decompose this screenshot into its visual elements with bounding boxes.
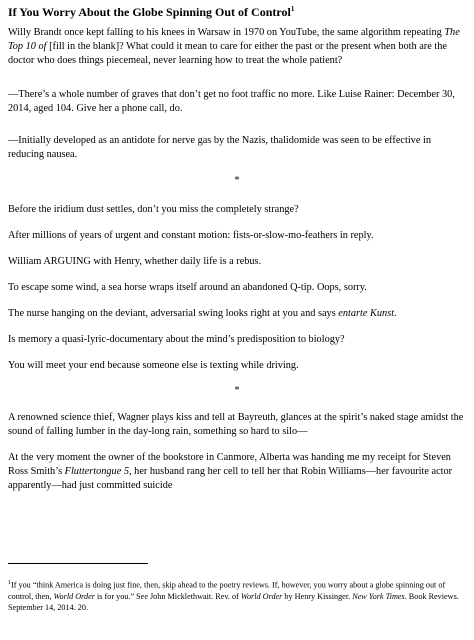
paragraph-2: —There’s a whole number of graves that don’t get no foot traffic no more. Like Luise Rainer: December 30, 2014, aged 104. Give her a phone call, do. [8,89,455,114]
paragraph-7: To escape some wind, a sea horse wraps itself around an abandoned Q-tip. Oops, sorry. [8,282,367,293]
paragraph-10: You will meet your end because someone else is texting while driving. [8,360,299,371]
footnote-marker: 1 [8,580,11,586]
paragraph-3: —Initially developed as an antidote for nerve gas by the Nazis, thalidomide was seen to be effective in reducing nausea. [8,135,431,160]
poem-title [8,5,294,20]
footnote-divider [8,563,148,564]
section-separator-2: * [234,385,240,396]
paragraph-8: The nurse hanging on the deviant, adversarial swing looks right at you and says entarte Kunst. [8,308,397,319]
paragraph-12: At the very moment the owner of the bookstore in Canmore, Alberta was handing me my receipt for Steven Ross Smith’s Fluttertongue 5, her husband rang her cell to tell her that Robin Williams—her favourite actor apparently—had just committed suicide [8,452,453,491]
footnote: $^1$If you “think America is doing just fine, then, skip ahead to the poetry reviews. If, however, you worry about a globe spinning out of control, then, World Order is for you.” See John Micklethwait. Rev. of World Order by Henry Kissinger. New York Times. Book Reviews. September 14, 2014. 20. [8,580,459,612]
section-separator: * [234,175,240,186]
paragraph-5: After millions of years of urgent and constant motion: fists-or-slow-mo-feathers in reply. [8,230,374,241]
paragraph-4: Before the iridium dust settles, don’t you miss the completely strange? [8,204,299,215]
paragraph-6: William ARGUING with Henry, whether daily life is a rebus. [8,256,262,267]
title-footnote-marker[interactable]: 1 [290,5,295,13]
title-text: If You Worry About the Globe Spinning Out of Control [8,5,291,19]
paragraph-9: Is memory a quasi-lyric-documentary about the mind’s predisposition to biology? [8,334,345,345]
paragraph-11: A renowned science thief, Wagner plays kiss and tell at Bayreuth, glances at the spirit’s naked stage amidst the sound of falling lumber in the day-long rain, something so hard to silo— [8,412,464,437]
paragraph-1: Willy Brandt once kept falling to his knees in Warsaw in 1970 on YouTube, the same algorithm repeating The Top 10 of [fill in the blank]? What could it mean to care for either the past or the present when both are the doctor who does things piecemeal, never learning how to treat the whole patient? [8,27,460,66]
